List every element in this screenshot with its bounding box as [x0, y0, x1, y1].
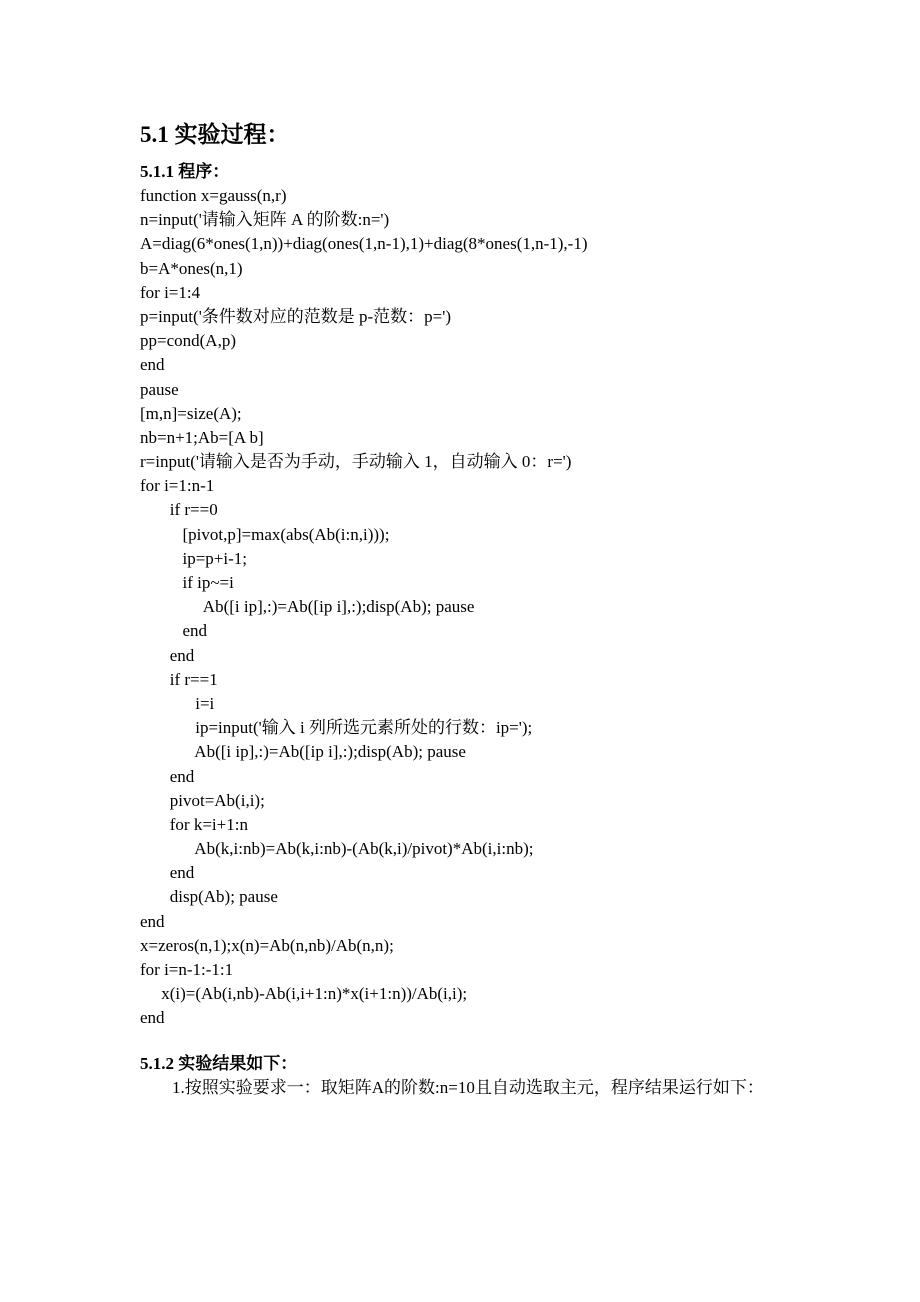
code-line: n=input('请输入矩阵 A 的阶数:n=') — [140, 210, 390, 230]
code-line: end — [140, 766, 195, 786]
code-line: end — [140, 645, 195, 665]
code-line: end — [140, 1008, 165, 1028]
code-line: p=input('条件数对应的范数是 p-范数：p=') — [140, 306, 451, 326]
program-heading: 5.1.1 程序： — [140, 162, 230, 181]
code-line: for i=n-1:-1:1 — [140, 960, 234, 979]
code-line: end — [140, 355, 165, 375]
code-line: pause — [140, 379, 179, 399]
code-line: end — [140, 863, 195, 883]
code-line: if ip~=i — [140, 573, 234, 592]
code-line: Ab([i ip],:)=Ab([ip i],:);disp(Ab); pause — [140, 742, 466, 762]
code-line: r=input('请输入是否为手动，手动输入 1，自动输入 0：r=') — [140, 452, 572, 472]
code-line: if r==0 — [140, 500, 218, 520]
code-line: if r==1 — [140, 669, 218, 689]
code-line: x(i)=(Ab(i,nb)-Ab(i,i+1:n)*x(i+1:n))/Ab(i,i); — [140, 984, 468, 1004]
code-line: x=zeros(n,1);x(n)=Ab(n,nb)/Ab(n,n); — [140, 935, 394, 955]
results-paragraph: 1.按照实验要求一：取矩阵A的阶数:n=10且自动选取主元，程序结果运行如下： — [172, 1078, 764, 1097]
code-line: pp=cond(A,p) — [140, 331, 236, 351]
results-heading: 5.1.2 实验结果如下： — [140, 1054, 298, 1073]
code-line: end — [140, 911, 165, 931]
code-line: disp(Ab); pause — [140, 887, 278, 907]
code-line: for i=1:n-1 — [140, 476, 215, 496]
code-line: function x=gauss(n,r) — [140, 186, 287, 205]
code-line: i=i — [140, 693, 215, 713]
code-line: b=A*ones(n,1) — [140, 258, 243, 278]
code-line: pivot=Ab(i,i); — [140, 790, 265, 810]
code-line: Ab([i ip],:)=Ab([ip i],:);disp(Ab); pause — [140, 597, 475, 617]
code-line: [pivot,p]=max(abs(Ab(i:n,i))); — [140, 524, 390, 544]
code-line: Ab(k,i:nb)=Ab(k,i:nb)-(Ab(k,i)/pivot)*Ab(i,i:nb); — [140, 839, 534, 859]
code-listing — [140, 184, 588, 1031]
code-line: for i=1:4 — [140, 282, 201, 302]
code-line: nb=n+1;Ab=[A b] — [140, 427, 264, 447]
code-line: A=diag(6*ones(1,n))+diag(ones(1,n-1),1)+diag(8*ones(1,n-1),-1) — [140, 234, 588, 254]
code-line: ip=input('输入 i 列所选元素所处的行数：ip='); — [140, 718, 533, 738]
code-line: [m,n]=size(A); — [140, 403, 242, 423]
section-title: 5.1 实验过程： — [140, 122, 290, 147]
code-line: for k=i+1:n — [140, 814, 248, 834]
code-line: end — [140, 621, 208, 641]
code-line: ip=p+i-1; — [140, 548, 248, 568]
